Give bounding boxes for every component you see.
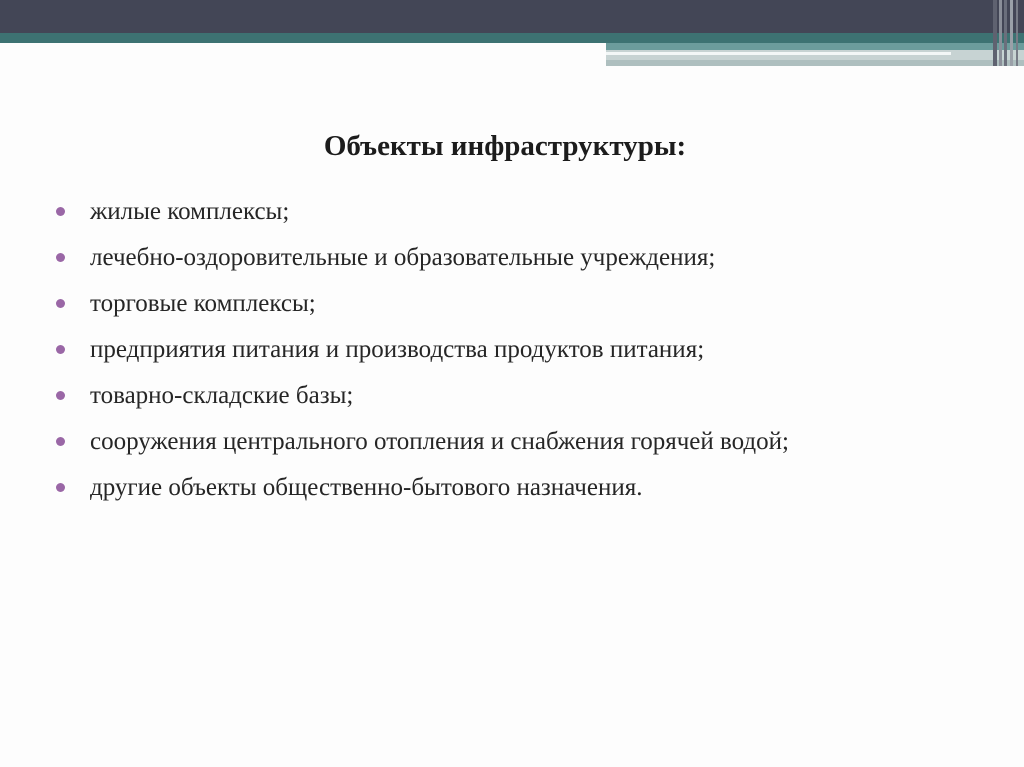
dot-bullet-icon bbox=[56, 345, 65, 354]
edge-stripe bbox=[999, 0, 1002, 66]
list-item bbox=[56, 472, 958, 503]
bullet-list bbox=[56, 196, 958, 518]
list-item-text: сооружения центрального отопления и снабжения горячей водой; bbox=[90, 428, 789, 455]
list-item bbox=[56, 196, 958, 227]
edge-stripe bbox=[993, 0, 997, 66]
edge-stripe bbox=[1016, 0, 1018, 66]
dot-bullet-icon bbox=[56, 299, 65, 308]
dot-bullet-icon bbox=[56, 253, 65, 262]
header-band-grey-lower bbox=[606, 60, 1024, 66]
header-band-teal bbox=[0, 33, 1024, 43]
dot-bullet-icon bbox=[56, 207, 65, 216]
edge-stripe bbox=[1010, 0, 1013, 66]
list-item-text: лечебно-оздоровительные и образовательные учреждения; bbox=[90, 244, 716, 271]
edge-stripe bbox=[1004, 0, 1007, 66]
dot-bullet-icon bbox=[56, 437, 65, 446]
list-item-text: другие объекты общественно-бытового назначения. bbox=[90, 474, 643, 501]
list-item bbox=[56, 288, 958, 319]
header-band-highlight bbox=[606, 52, 951, 55]
list-item-text: предприятия питания и производства продуктов питания; bbox=[90, 336, 705, 363]
dot-bullet-icon bbox=[56, 483, 65, 492]
dot-bullet-icon bbox=[56, 391, 65, 400]
list-item bbox=[56, 334, 958, 365]
list-item-text: торговые комплексы; bbox=[90, 290, 316, 317]
header-band-teal-light bbox=[606, 43, 1024, 50]
list-item bbox=[56, 380, 958, 411]
slide-title: Объекты инфраструктуры: bbox=[323, 130, 687, 162]
list-item bbox=[56, 426, 958, 457]
list-item bbox=[56, 242, 958, 273]
header-band-dark bbox=[0, 0, 1024, 33]
list-item-text: товарно-складские базы; bbox=[90, 382, 354, 409]
list-item-text: жилые комплексы; bbox=[90, 198, 290, 225]
